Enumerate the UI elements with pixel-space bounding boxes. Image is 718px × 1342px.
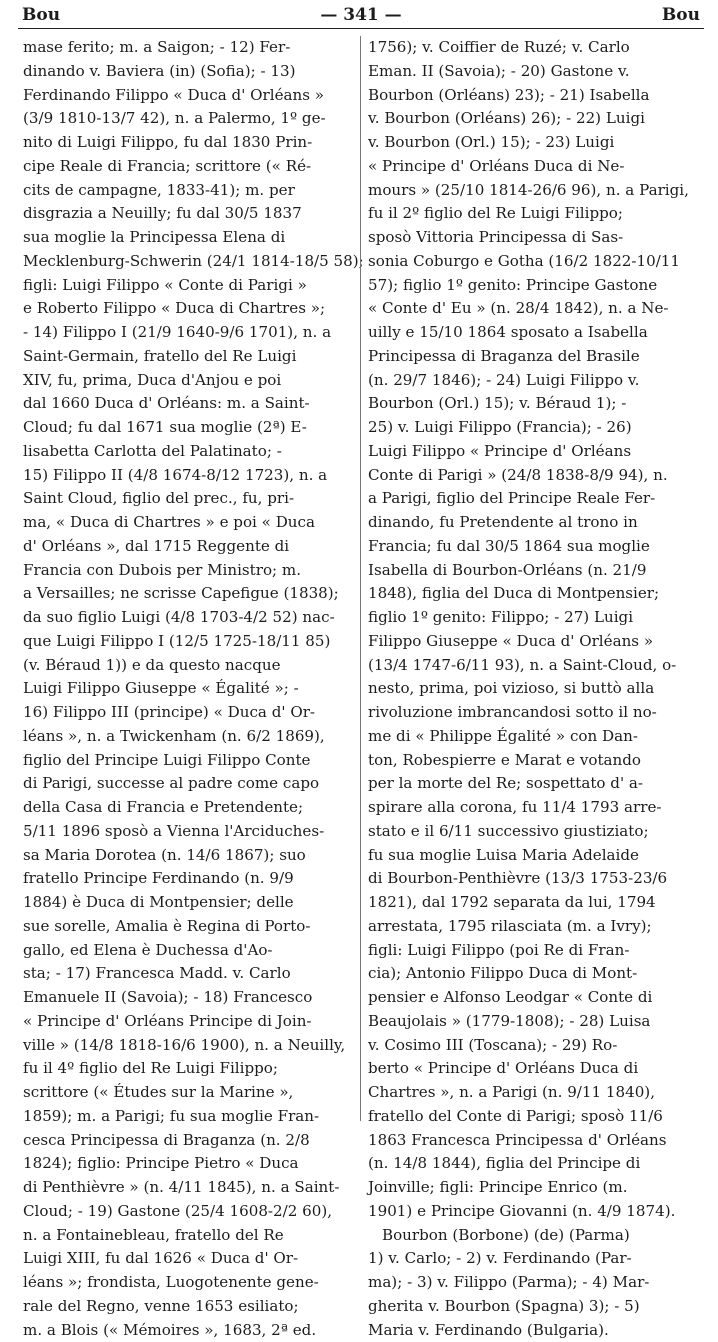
text-line: cits de campagne, 1833-41); m. per [23,179,361,203]
text-line: léans », n. a Twickenham (n. 6/2 1869), [23,725,361,749]
text-line: 5/11 1896 sposò a Vienna l'Arciduches- [23,820,361,844]
text-line: per la morte del Re; sospettato d' a- [368,772,704,796]
text-line: ville » (14/8 1818-16/6 1900), n. a Neuilly, [23,1034,361,1058]
text-line: sonia Coburgo e Gotha (16/2 1822-10/11 [368,250,704,274]
text-line: stato e il 6/11 successivo giustiziato; [368,820,704,844]
text-line: disgrazia a Neuilly; fu dal 30/5 1837 [23,202,361,226]
text-line: n. a Fontainebleau, fratello del Re [23,1224,361,1248]
text-line: a Versailles; ne scrisse Capefigue (1838); [23,582,361,606]
text-line: XIV, fu, prima, Duca d'Anjou e poi [23,369,361,393]
text-line: m. a Blois (« Mémoires », 1683, 2ª ed. [23,1319,361,1342]
text-line: dal 1660 Duca d' Orléans: m. a Saint- [23,392,361,416]
text-line: scrittore (« Études sur la Marine », [23,1081,361,1105]
text-line: cia); Antonio Filippo Duca di Mont- [368,962,704,986]
text-line: 25) v. Luigi Filippo (Francia); - 26) [368,416,704,440]
text-line: Francia con Dubois per Ministro; m. [23,559,361,583]
text-line: Isabella di Bourbon-Orléans (n. 21/9 [368,559,704,583]
text-line: nesto, prima, poi vizioso, si buttò alla [368,677,704,701]
text-line: mours » (25/10 1814-26/6 96), n. a Parigi, [368,179,704,203]
text-line: Joinville; figli: Principe Enrico (m. [368,1176,704,1200]
text-line: sue sorelle, Amalia è Regina di Porto- [23,915,361,939]
text-line: sua moglie la Principessa Elena di [23,226,361,250]
text-line: 1901) e Principe Giovanni (n. 4/9 1874). [368,1200,704,1224]
text-line: « Principe d' Orléans Principe di Join- [23,1010,361,1034]
page-number: — 341 — [112,5,610,25]
text-line: gherita v. Bourbon (Spagna) 3); - 5) [368,1295,704,1319]
text-line: della Casa di Francia e Pretendente; [23,796,361,820]
text-line: 1863 Francesca Principessa d' Orléans [368,1129,704,1153]
text-line: rale del Regno, venne 1653 esiliato; [23,1295,361,1319]
text-line: lisabetta Carlotta del Palatinato; - [23,440,361,464]
text-line: figli: Luigi Filippo « Conte di Parigi » [23,274,361,298]
text-line: Cloud; fu dal 1671 sua moglie (2ª) E- [23,416,361,440]
text-line: Luigi Filippo Giuseppe « Égalité »; - [23,677,361,701]
text-line: Bourbon (Orléans) 23); - 21) Isabella [368,84,704,108]
text-line: Chartres », n. a Parigi (n. 9/11 1840), [368,1081,704,1105]
text-line: 1821), dal 1792 separata da lui, 1794 [368,891,704,915]
text-line: Francia; fu dal 30/5 1864 sua moglie [368,535,704,559]
text-line: Saint Cloud, figlio del prec., fu, pri- [23,487,361,511]
text-line: Maria v. Ferdinando (Bulgaria). [368,1319,704,1342]
text-line: sa Maria Dorotea (n. 14/6 1867); suo [23,844,361,868]
text-line: « Principe d' Orléans Duca di Ne- [368,155,704,179]
text-line: Principessa di Braganza del Brasile [368,345,704,369]
text-line: pensier e Alfonso Leodgar « Conte di [368,986,704,1010]
text-line: v. Bourbon (Orléans) 26); - 22) Luigi [368,107,704,131]
header-rule [18,28,704,29]
text-line: berto « Principe d' Orléans Duca di [368,1057,704,1081]
text-line: Conte di Parigi » (24/8 1838-8/9 94), n. [368,464,704,488]
text-line: dinando, fu Pretendente al trono in [368,511,704,535]
text-line: rivoluzione imbrancandosi sotto il no- [368,701,704,725]
text-line: spirare alla corona, fu 11/4 1793 arre- [368,796,704,820]
text-line: 1) v. Carlo; - 2) v. Ferdinando (Par- [368,1247,704,1271]
text-line: sposò Vittoria Principessa di Sas- [368,226,704,250]
text-line: sta; - 17) Francesca Madd. v. Carlo [23,962,361,986]
text-line: Eman. II (Savoia); - 20) Gastone v. [368,60,704,84]
header-right-word: Bou [610,5,704,25]
text-line: d' Orléans », dal 1715 Reggente di [23,535,361,559]
text-line: Luigi Filippo « Principe d' Orléans [368,440,704,464]
text-line: (n. 14/8 1844), figlia del Principe di [368,1152,704,1176]
text-line: Ferdinando Filippo « Duca d' Orléans » [23,84,361,108]
text-line: Cloud; - 19) Gastone (25/4 1608-2/2 60), [23,1200,361,1224]
text-line: di Penthièvre » (n. 4/11 1845), n. a Saint- [23,1176,361,1200]
text-line: fu sua moglie Luisa Maria Adelaide [368,844,704,868]
text-line: léans »; frondista, Luogotenente gene- [23,1271,361,1295]
text-line: 1848), figlia del Duca di Montpensier; [368,582,704,606]
text-line: 15) Filippo II (4/8 1674-8/12 1723), n. a [23,464,361,488]
text-line: fratello del Conte di Parigi; sposò 11/6 [368,1105,704,1129]
text-line: v. Bourbon (Orl.) 15); - 23) Luigi [368,131,704,155]
text-line: v. Cosimo III (Toscana); - 29) Ro- [368,1034,704,1058]
text-line: Saint-Germain, fratello del Re Luigi [23,345,361,369]
text-line: fratello Principe Ferdinando (n. 9/9 [23,867,361,891]
right-column [368,36,704,1126]
text-line: Luigi XIII, fu dal 1626 « Duca d' Or- [23,1247,361,1271]
text-line: e Roberto Filippo « Duca di Chartres »; [23,297,361,321]
text-line: Bourbon (Borbone) (de) (Parma) [368,1224,704,1248]
text-line: me di « Philippe Égalité » con Dan- [368,725,704,749]
text-line: (13/4 1747-6/11 93), n. a Saint-Cloud, o- [368,654,704,678]
text-line: ma, « Duca di Chartres » e poi « Duca [23,511,361,535]
text-line: arrestata, 1795 rilasciata (m. a Ivry); [368,915,704,939]
text-line: - 14) Filippo I (21/9 1640-9/6 1701), n. a [23,321,361,345]
text-line: figlio del Principe Luigi Filippo Conte [23,749,361,773]
text-line: cipe Reale di Francia; scrittore (« Ré- [23,155,361,179]
text-line: Filippo Giuseppe « Duca d' Orléans » [368,630,704,654]
text-line: « Conte d' Eu » (n. 28/4 1842), n. a Ne- [368,297,704,321]
text-line: 57); figlio 1º genito: Principe Gastone [368,274,704,298]
text-line: Mecklenburg-Schwerin (24/1 1814-18/5 58); [23,250,361,274]
text-line: da suo figlio Luigi (4/8 1703-4/2 52) nac- [23,606,361,630]
text-line: dinando v. Baviera (in) (Sofia); - 13) [23,60,361,84]
text-line: Beaujolais » (1779-1808); - 28) Luisa [368,1010,704,1034]
running-header [18,4,704,26]
text-line: mase ferito; m. a Saigon; - 12) Fer- [23,36,361,60]
text-line: nito di Luigi Filippo, fu dal 1830 Prin- [23,131,361,155]
text-line: ma); - 3) v. Filippo (Parma); - 4) Mar- [368,1271,704,1295]
text-line: 1859); m. a Parigi; fu sua moglie Fran- [23,1105,361,1129]
text-line: uilly e 15/10 1864 sposato a Isabella [368,321,704,345]
text-line: (n. 29/7 1846); - 24) Luigi Filippo v. [368,369,704,393]
text-line: gallo, ed Elena è Duchessa d'Ao- [23,939,361,963]
text-line: 1756); v. Coiffier de Ruzé; v. Carlo [368,36,704,60]
text-line: a Parigi, figlio del Principe Reale Fer- [368,487,704,511]
text-line: cesca Principessa di Braganza (n. 2/8 [23,1129,361,1153]
text-line: Bourbon (Orl.) 15); v. Béraud 1); - [368,392,704,416]
text-line: ton, Robespierre e Marat e votando [368,749,704,773]
text-line: que Luigi Filippo I (12/5 1725-18/11 85) [23,630,361,654]
left-column [23,36,361,1126]
text-line: figli: Luigi Filippo (poi Re di Fran- [368,939,704,963]
text-line: 16) Filippo III (principe) « Duca d' Or- [23,701,361,725]
text-line: Emanuele II (Savoia); - 18) Francesco [23,986,361,1010]
text-line: fu il 4º figlio del Re Luigi Filippo; [23,1057,361,1081]
text-line: di Parigi, successe al padre come capo [23,772,361,796]
text-line: 1824); figlio: Principe Pietro « Duca [23,1152,361,1176]
text-line: di Bourbon-Penthièvre (13/3 1753-23/6 [368,867,704,891]
text-line: (3/9 1810-13/7 42), n. a Palermo, 1º ge- [23,107,361,131]
text-line: fu il 2º figlio del Re Luigi Filippo; [368,202,704,226]
text-line: 1884) è Duca di Montpensier; delle [23,891,361,915]
column-divider [360,36,361,1121]
header-left-word: Bou [18,5,112,25]
text-line: figlio 1º genito: Filippo; - 27) Luigi [368,606,704,630]
text-line: (v. Béraud 1)) e da questo nacque [23,654,361,678]
